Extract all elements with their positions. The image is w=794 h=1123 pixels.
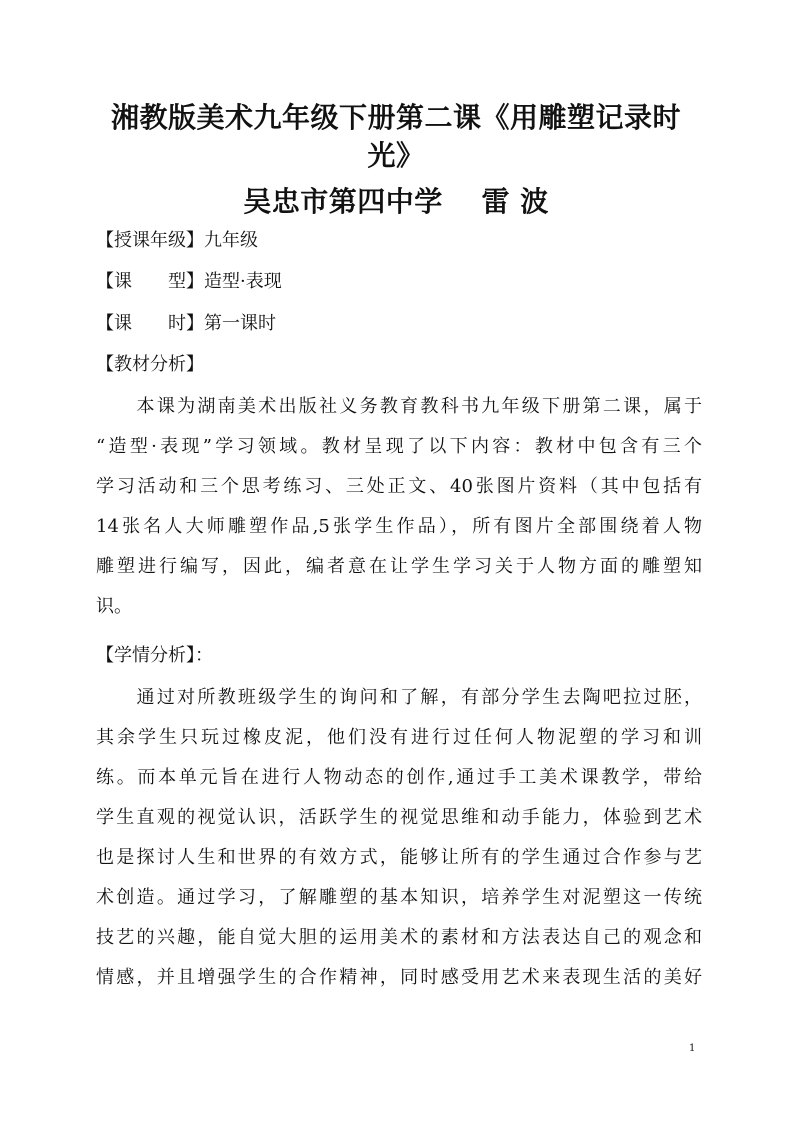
paragraph-line: 情感，并且增强学生的合作精神，同时感受用艺术来表现生活的美好 bbox=[96, 967, 702, 988]
paragraph-line: 其余学生只玩过橡皮泥，他们没有进行过任何人物泥塑的学习和训 bbox=[96, 727, 702, 748]
document-title-line-1: 湘教版美术九年级下册第二课《用雕塑记录时 bbox=[110, 101, 681, 134]
paragraph-student-analysis bbox=[96, 678, 702, 998]
paragraph-line: 技艺的兴趣，能自觉大胆的运用美术的素材和方法表达自己的观念和 bbox=[96, 927, 702, 948]
field-lesson-period: 【课 时】第一课时 bbox=[96, 313, 276, 334]
author-line: 吴忠市第四中学 雷 波 bbox=[243, 185, 549, 218]
paragraph-line: 本课为湖南美术出版社义务教育教科书九年级下册第二课，属于 bbox=[96, 396, 702, 417]
paragraph-line: “造型·表现”学习领域。教材呈现了以下内容：教材中包含有三个 bbox=[96, 436, 702, 457]
paragraph-line: 练。而本单元旨在进行人物动态的创作,通过手工美术课教学，带给 bbox=[96, 767, 702, 788]
document-title-line-2: 光》 bbox=[367, 139, 425, 172]
paragraph-line: 也是探讨人生和世界的有效方式，能够让所有的学生通过合作参与艺 bbox=[96, 847, 702, 868]
paragraph-line: 术创造。通过学习，了解雕塑的基本知识，培养学生对泥塑这一传统 bbox=[96, 887, 702, 908]
paragraph-line: 识。 bbox=[96, 596, 132, 617]
section-heading-student-analysis: 【学情分析】： bbox=[96, 645, 213, 666]
paragraph-material-analysis bbox=[96, 387, 702, 627]
paragraph-line: 雕塑进行编写，因此，编者意在让学生学习关于人物方面的雕塑知 bbox=[96, 556, 702, 577]
section-heading-material-analysis: 【教材分析】 bbox=[96, 354, 204, 375]
page-number: 1 bbox=[689, 1043, 696, 1054]
paragraph-line: 学习活动和三个思考练习、三处正文、40张图片资料（其中包括有 bbox=[96, 476, 702, 497]
paragraph-line: 学生直观的视觉认识，活跃学生的视觉思维和动手能力，体验到艺术 bbox=[96, 807, 702, 828]
paragraph-line: 通过对所教班级学生的询问和了解，有部分学生去陶吧拉过胚， bbox=[96, 687, 702, 708]
field-lesson-type: 【课 型】造型·表现 bbox=[96, 271, 282, 292]
field-grade: 【授课年级】九年级 bbox=[96, 230, 258, 251]
paragraph-line: 14张名人大师雕塑作品,5张学生作品），所有图片全部围绕着人物 bbox=[96, 516, 702, 537]
